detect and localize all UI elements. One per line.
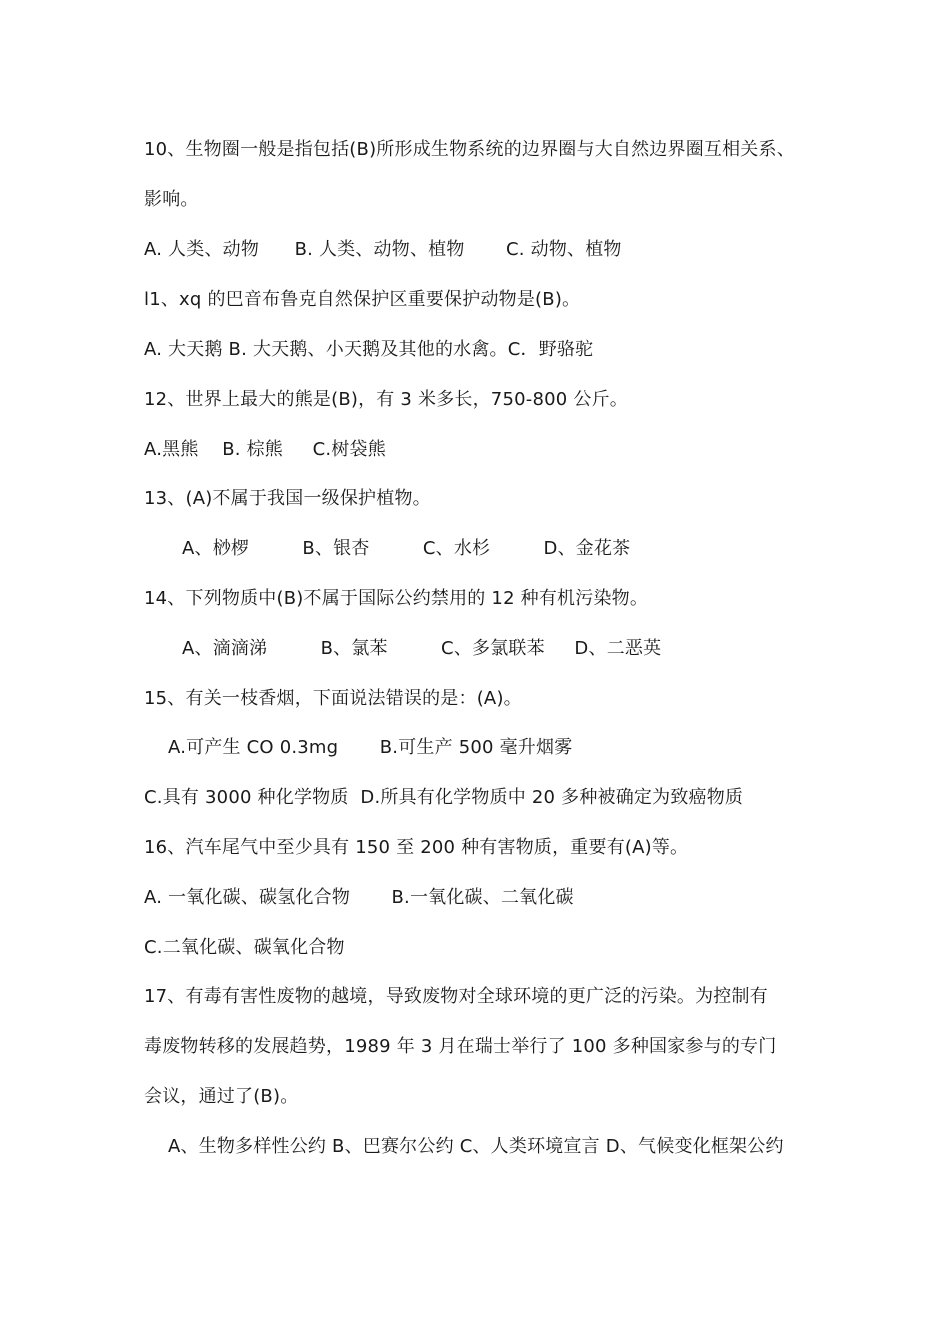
question-11-options: A. 大天鹅 B. 大天鹅、小天鹅及其他的水禽。C．野骆驼 bbox=[144, 339, 594, 360]
question-14-stem: 14、下列物质中(B)不属于国际公约禁用的 12 种有机污染物。 bbox=[144, 588, 649, 609]
question-16-stem: 16、汽车尾气中至少具有 150 至 200 种有害物质，重要有(A)等。 bbox=[144, 837, 689, 858]
question-16-options-line-2: C.二氧化碳、碳氧化合物 bbox=[144, 937, 345, 958]
question-17-stem-line-1: 17、有毒有害性废物的越境，导致废物对全球环境的更广泛的污染。为控制有 bbox=[144, 986, 768, 1007]
question-15-options-line-1: A.可产生 CO 0.3mg B.可生产 500 毫升烟雾 bbox=[168, 737, 573, 758]
question-14-options: A、滴滴涕 B、氯苯 C、多氯联苯 D、二恶英 bbox=[182, 638, 662, 659]
question-16-options-line-1: A. 一氧化碳、碳氢化合物 B.一氧化碳、二氧化碳 bbox=[144, 887, 574, 908]
question-12-options: A.黑熊 B. 棕熊 C.树袋熊 bbox=[144, 439, 386, 460]
question-10-stem-line-1: 10、生物圈一般是指包括(B)所形成生物系统的边界圈与大自然边界圈互相关系、 bbox=[144, 139, 795, 160]
question-13-stem: 13、(A)不属于我国一级保护植物。 bbox=[144, 488, 431, 509]
question-17-stem-line-3: 会议，通过了(B)。 bbox=[144, 1086, 299, 1107]
question-10-options: A. 人类、动物 B. 人类、动物、植物 C. 动物、植物 bbox=[144, 239, 622, 260]
question-12-stem: 12、世界上最大的熊是(B)，有 3 米多长，750-800 公斤。 bbox=[144, 389, 628, 410]
question-15-options-line-2: C.具有 3000 种化学物质 D.所具有化学物质中 20 多种被确定为致癌物质 bbox=[144, 787, 744, 808]
question-10-stem-line-2: 影响。 bbox=[144, 189, 199, 210]
question-11-stem: l1、xq 的巴音布鲁克自然保护区重要保护动物是(B)。 bbox=[144, 289, 581, 310]
question-13-options: A、桫椤 B、银杏 C、水杉 D、金花茶 bbox=[182, 538, 631, 559]
question-15-stem: 15、有关一枝香烟，下面说法错误的是：(A)。 bbox=[144, 688, 522, 709]
question-17-options: A、生物多样性公约 B、巴赛尔公约 C、人类环境宣言 D、气候变化框架公约 bbox=[168, 1136, 784, 1157]
question-17-stem-line-2: 毒废物转移的发展趋势，1989 年 3 月在瑞士举行了 100 多种国家参与的专门 bbox=[144, 1036, 777, 1057]
